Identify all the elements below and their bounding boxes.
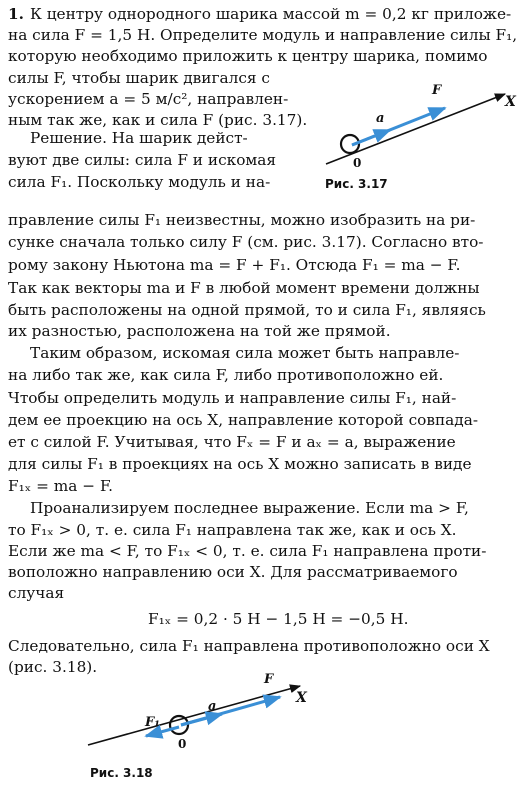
label-F: F xyxy=(432,83,442,98)
text-line: силы F, чтобы шарик двигался с xyxy=(8,69,270,87)
text-line: правление силы F₁ неизвестны, можно изобразить на ри- xyxy=(8,211,476,229)
text-line: рому закону Ньютона ma = F + F₁. Отсюда F₁ = ma − F. xyxy=(8,256,461,274)
problem-number: 1. xyxy=(8,5,24,23)
label-a: a xyxy=(208,699,217,714)
text-line: случая xyxy=(8,584,65,602)
text-line: Следовательно, сила F₁ направлена противоположно оси X xyxy=(8,637,490,655)
text-line: Если же ma < F, то F₁ₓ < 0, т. е. сила F₁ направлена проти- xyxy=(8,542,487,560)
text-line: К центру однородного шарика массой m = 0,2 кг приложе- xyxy=(30,5,512,23)
label-F1: F₁ xyxy=(145,715,160,730)
text-line: сила F₁. Поскольку модуль и на- xyxy=(8,173,271,191)
text-line: быть расположены на одной прямой, то и сила F₁, являясь xyxy=(8,301,486,319)
text-line: ускорением a = 5 м/с², направлен- xyxy=(8,90,289,108)
text-line: воположно направлению оси X. Для рассматриваемого xyxy=(8,563,458,581)
text-line: на либо так же, как сила F, либо противоположно ей. xyxy=(8,366,444,384)
text-line: их разностью, расположена на той же прямой. xyxy=(8,322,391,340)
text-line: Чтобы определить модуль и направление силы F₁, най- xyxy=(8,389,457,407)
text-line: вуют две силы: сила F и искомая xyxy=(8,151,277,169)
text-line: дем ее проекцию на ось X, направление которой совпада- xyxy=(8,411,479,429)
label-X: X xyxy=(296,690,307,706)
text-line: Таким образом, искомая сила может быть направле- xyxy=(30,344,460,362)
label-a: a xyxy=(376,111,385,126)
label-origin: 0 xyxy=(178,737,187,751)
text-line: которую необходимо приложить к центру шарика, помимо xyxy=(8,47,488,65)
text-line: то F₁ₓ > 0, т. е. сила F₁ направлена так же, как и ось X. xyxy=(8,521,457,539)
text-line: ным так же, как и сила F (рис. 3.17). xyxy=(8,111,308,129)
figure-caption: Рис. 3.18 xyxy=(90,766,153,780)
figure-caption: Рис. 3.17 xyxy=(325,177,388,191)
solution-heading: Решение. На шарик дейст- xyxy=(30,129,248,147)
text-line: сунке сначала только силу F (см. рис. 3.17). Согласно вто- xyxy=(8,233,484,251)
text-line: Проанализируем последнее выражение. Если ma > F, xyxy=(30,499,469,517)
text-line: ет с силой F. Учитывая, что Fₓ = F и aₓ = a, выражение xyxy=(8,433,456,451)
label-X: X xyxy=(505,94,516,110)
formula: F₁ₓ = 0,2 · 5 Н − 1,5 Н = −0,5 Н. xyxy=(148,610,409,628)
label-origin: 0 xyxy=(353,156,362,170)
text-line: для силы F₁ в проекциях на ось X можно записать в виде xyxy=(8,455,472,473)
x-axis-line xyxy=(88,686,300,745)
text-line: Так как векторы ma и F в любой момент времени должны xyxy=(8,279,480,297)
text-line: на сила F = 1,5 Н. Определите модуль и направление силы F₁, xyxy=(8,26,518,44)
text-line: F₁ₓ = ma − F. xyxy=(8,477,114,495)
label-F: F xyxy=(264,672,274,687)
text-line: (рис. 3.18). xyxy=(8,658,98,676)
